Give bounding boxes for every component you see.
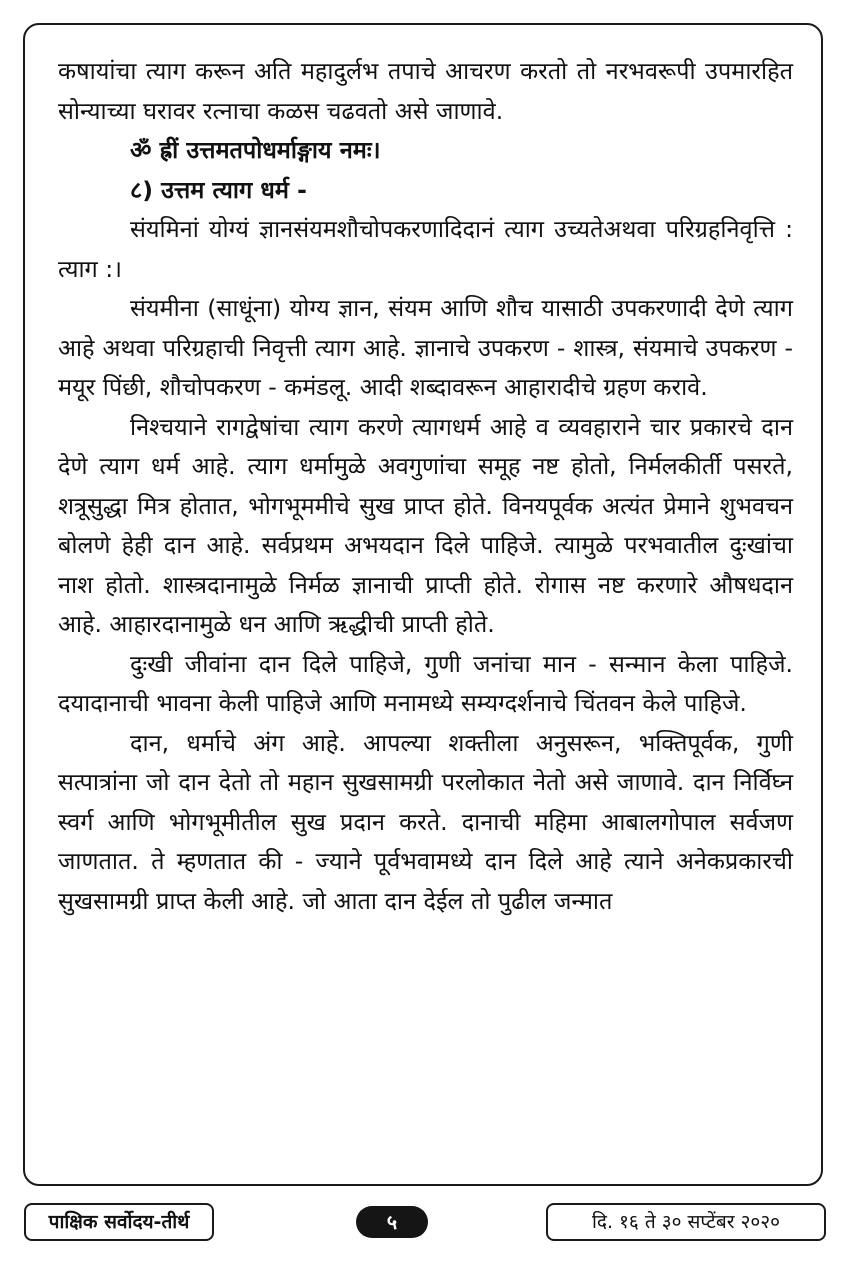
- publication-name-box: [24, 1203, 214, 1241]
- paragraph-explanation: संयमीना (साधूंना) योग्य ज्ञान, संयम आणि शौच यासाठी उपकरणादी देणे त्याग आहे अथवा परिग्रहाची निवृत्ती त्याग आहे. ज्ञानाचे उपकरण - शास्त्र, संयमाचे उपकरण - मयूर पिंछी, शौचोपकरण - कमंडलू. आदी शब्दावरून आहारादीचे ग्रहण करावे.: [58, 294, 793, 401]
- page-number-badge: [356, 1206, 428, 1238]
- paragraph-compassion: दुःखी जीवांना दान दिले पाहिजे, गुणी जनांचा मान - सन्मान केला पाहिजे. दयादानाची भावना केली पाहिजे आणि मनामध्ये सम्यग्दर्शनाचे चिंतवन केले पाहिजे.: [58, 649, 793, 717]
- paragraph-intro: कषायांचा त्याग करून अति महादुर्लभ तपाचे आचरण करतो तो नरभवरूपी उपमारहित सोन्याच्या घरावर रत्नाचा कळस चढवतो असे जाणावे.: [58, 57, 793, 125]
- sanskrit-definition: संयमिनां योग्यं ज्ञानसंयमशौचोपकरणादिदानं त्याग उच्यतेअथवा परिग्रहनिवृत्ति : त्याग :।: [58, 215, 793, 283]
- section-heading: ८) उत्तम त्याग धर्म -: [130, 175, 307, 204]
- publication-name: पाक्षिक सर्वोदय-तीर्थ: [48, 1211, 190, 1233]
- date-range-box: [546, 1203, 826, 1241]
- article-body: [58, 52, 793, 921]
- mantra-heading: ॐ ह्रीं उत्तमतपोधर्माङ्गाय नमः।: [130, 136, 381, 164]
- date-range: दि. १६ ते ३० सप्टेंबर २०२०: [591, 1211, 781, 1233]
- page-number: ५: [386, 1210, 398, 1234]
- paragraph-dana-dharma: दान, धर्माचे अंग आहे. आपल्या शक्तीला अनुसरून, भक्तिपूर्वक, गुणी सत्पात्रांना जो दान देतो तो महान सुखसामग्री परलोकात नेतो असे जाणावे. दान निर्विघ्न स्वर्ग आणि भोगभूमीतील सुख प्रदान करते. दानाची महिमा आबालगोपाल सर्वजण जाणतात. ते म्हणतात की - ज्याने पूर्वभवामध्ये दान दिले आहे त्याने अनेकप्रकारची सुखसामग्री प्राप्त केली आहे. जो आता दान देईल तो पुढील जन्मात: [58, 728, 793, 915]
- paragraph-types-of-dana: निश्चयाने रागद्वेषांचा त्याग करणे त्यागधर्म आहे व व्यवहाराने चार प्रकारचे दान देणे त्याग धर्म आहे. त्याग धर्मामुळे अवगुणांचा समूह नष्ट होतो, निर्मलकीर्ती पसरते, शत्रूसुद्धा मित्र होतात, भोगभूममीचे सुख प्राप्त होते. विनयपूर्वक अत्यंत प्रेमाने शुभवचन बोलणे हेही दान आहे. सर्वप्रथम अभयदान दिले पाहिजे. त्यामुळे परभवातील दुःखांचा नाश होतो. शास्त्रदानामुळे निर्मळ ज्ञानाची प्राप्ती होते. रोगास नष्ट करणारे औषधदान आहे. आहारदानामुळे धन आणि ऋद्धीची प्राप्ती होते.: [58, 412, 793, 638]
